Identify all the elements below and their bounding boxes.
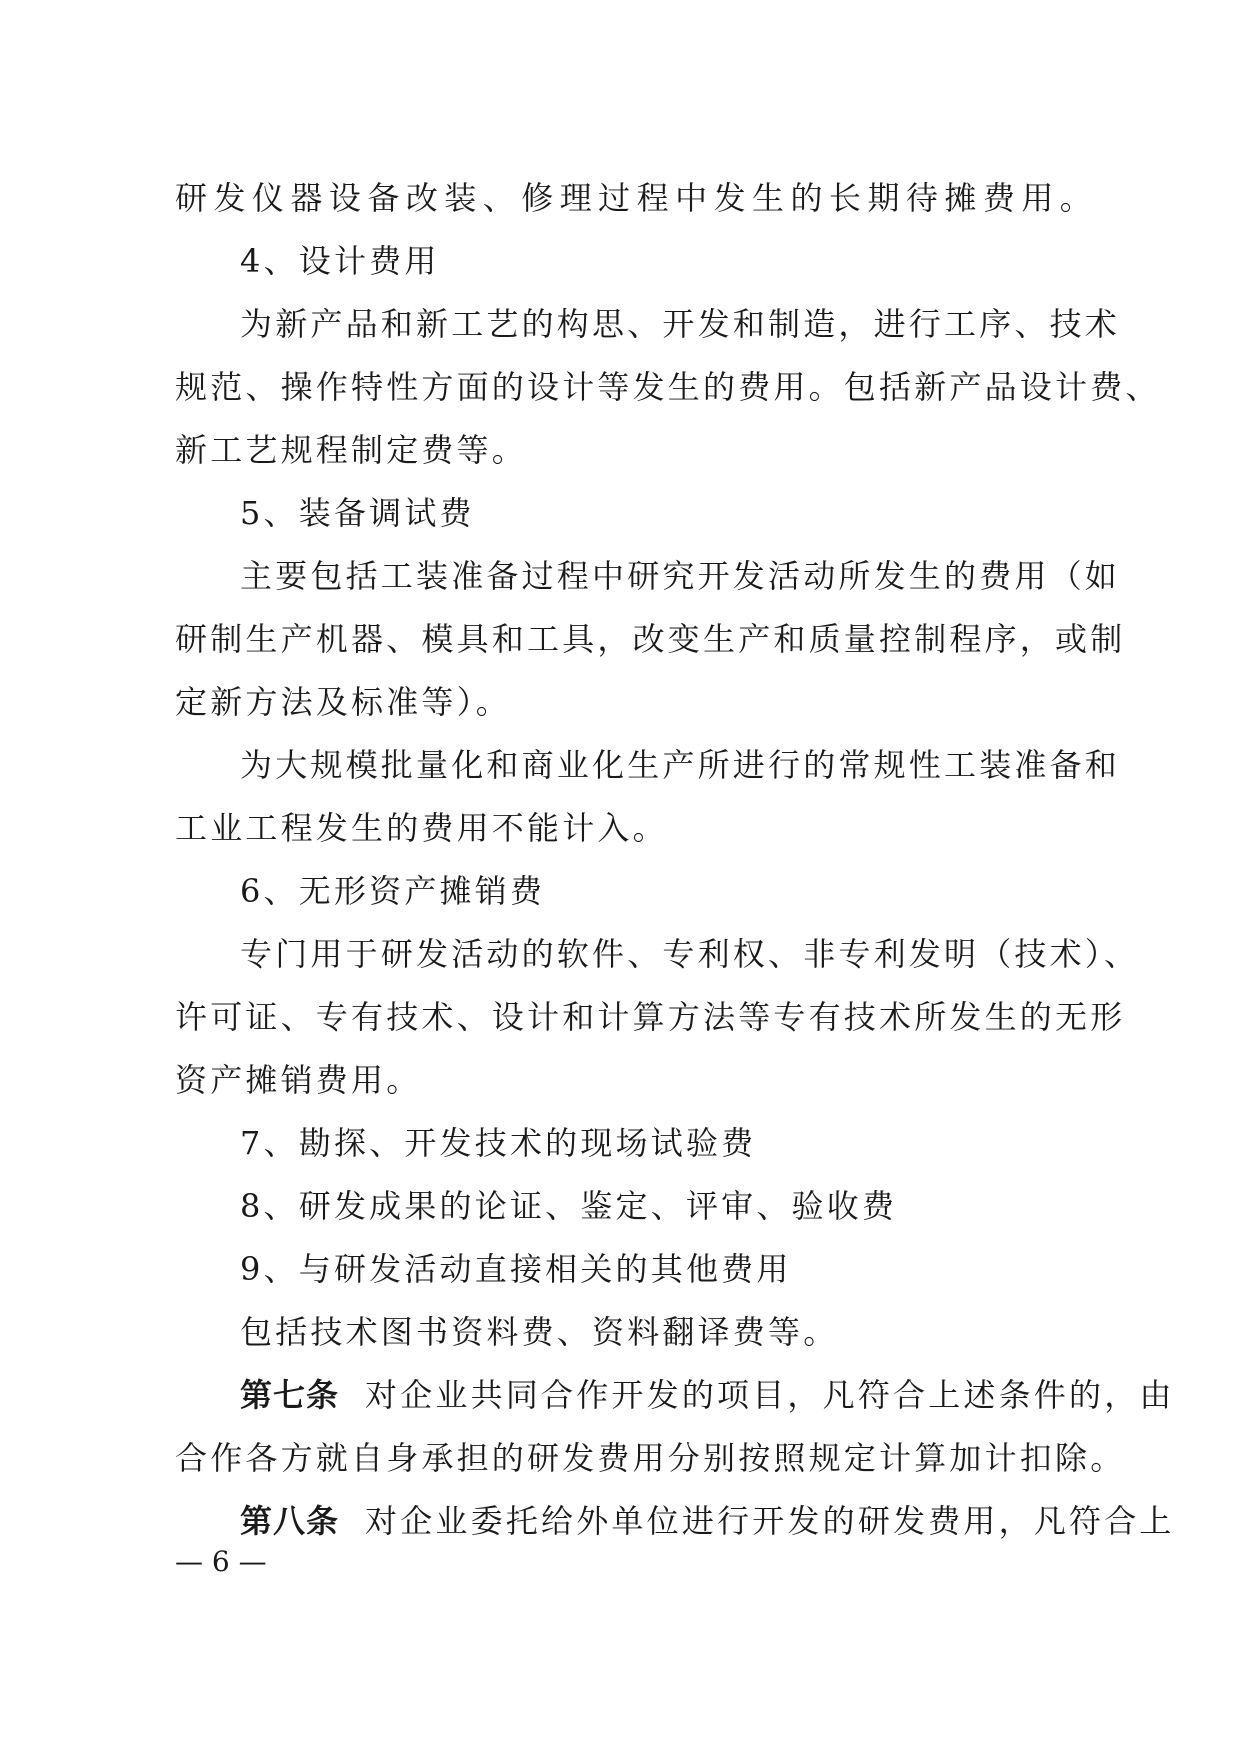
section-heading-intangible-amortization: 6、无形资产摊销费	[240, 872, 546, 910]
section-heading-review-fees: 8、研发成果的论证、鉴定、评审、验收费	[240, 1187, 898, 1225]
page-number: — 6 —	[175, 1545, 267, 1578]
paragraph-line: 工业工程发生的费用不能计入。	[175, 809, 668, 847]
paragraph-line: 主要包括工装准备过程中研究开发活动所发生的费用（如	[240, 557, 1121, 595]
paragraph-line: 为大规模批量化和商业化生产所进行的常规性工装准备和	[240, 746, 1121, 784]
article-7-line	[240, 1373, 1175, 1417]
paragraph-line: 规范、操作特性方面的设计等发生的费用。包括新产品设计费、	[175, 368, 1161, 406]
section-heading-other-costs: 9、与研发活动直接相关的其他费用	[240, 1250, 792, 1288]
paragraph-line: 包括技术图书资料费、资料翻译费等。	[240, 1313, 839, 1351]
paragraph-line: 定新方法及标准等）。	[175, 683, 512, 721]
section-heading-design-costs: 4、设计费用	[240, 242, 440, 280]
article-8-text: 对企业委托给外单位进行开发的研发费用，凡符合上	[365, 1502, 1175, 1540]
paragraph-line: 研制生产机器、模具和工具，改变生产和质量控制程序，或制	[175, 620, 1126, 658]
article-8-line	[240, 1499, 1175, 1543]
paragraph-line: 合作各方就自身承担的研发费用分别按照规定计算加计扣除。	[175, 1439, 1126, 1477]
paragraph-line: 资产摊销费用。	[175, 1061, 422, 1099]
section-heading-equipment-debug: 5、装备调试费	[240, 494, 475, 532]
article-7-label: 第七条	[240, 1376, 340, 1414]
paragraph-line: 研发仪器设备改装、修理过程中发生的长期待摊费用。	[175, 179, 1095, 217]
article-8-label: 第八条	[240, 1502, 340, 1540]
section-heading-field-test: 7、勘探、开发技术的现场试验费	[240, 1124, 757, 1162]
paragraph-line: 新工艺规程制定费等。	[175, 431, 528, 469]
paragraph-line: 许可证、专有技术、设计和计算方法等专有技术所发生的无形	[175, 998, 1126, 1036]
paragraph-line: 专门用于研发活动的软件、专利权、非专利发明（技术）、	[240, 935, 1140, 973]
paragraph-line: 为新产品和新工艺的构思、开发和制造，进行工序、技术	[240, 305, 1121, 343]
article-7-text: 对企业共同合作开发的项目，凡符合上述条件的，由	[365, 1376, 1175, 1414]
